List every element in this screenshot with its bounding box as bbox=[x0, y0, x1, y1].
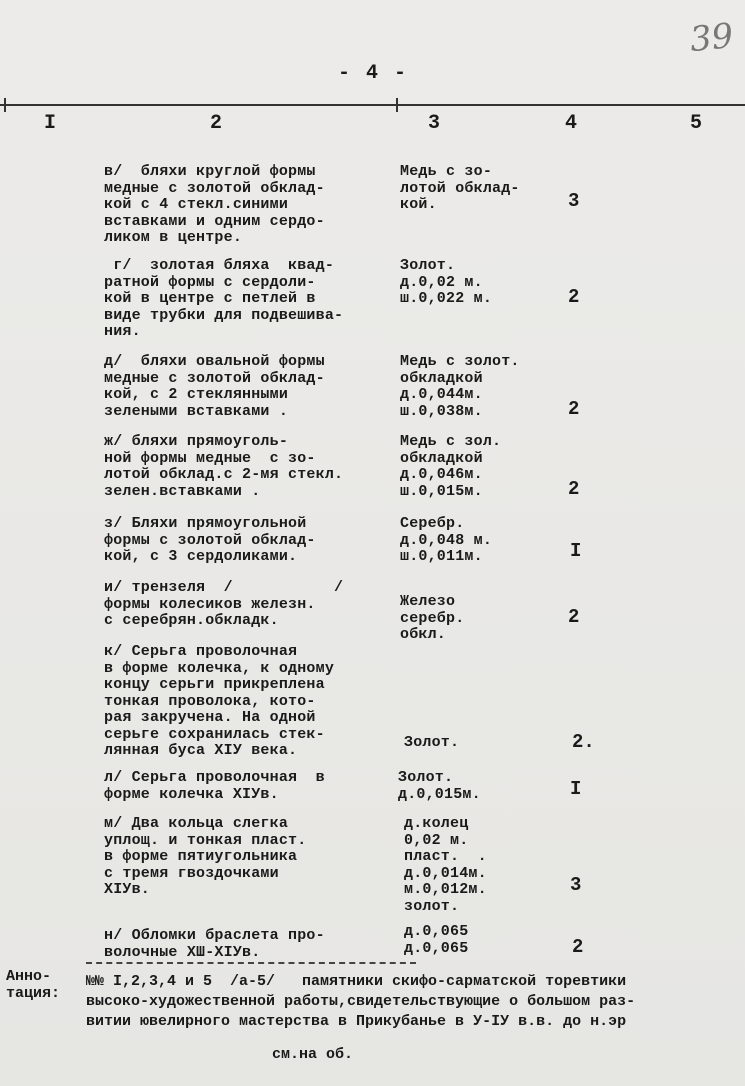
entry-description: ж/ бляхи прямоуголь- ной формы медные с зо- лотой обклад.с 2-мя стекл. зелен.вставками . bbox=[104, 433, 344, 500]
entry-description: м/ Два кольца слегка уплощ. и тонкая пласт. в форме пятиугольника с тремя гвоздочками XIУв. bbox=[104, 815, 307, 898]
entry-material: Золот. bbox=[404, 734, 460, 751]
entry-quantity: I bbox=[570, 540, 582, 562]
footer-note: см.на об. bbox=[272, 1046, 354, 1063]
entry-quantity: 2 bbox=[568, 606, 580, 628]
annotation-label: Анно- тация: bbox=[6, 968, 61, 1002]
entry-material: д.колец 0,02 м. пласт. . д.0,014м. м.0,012м. золот. bbox=[404, 815, 487, 915]
column-divider bbox=[4, 98, 6, 112]
annotation-text: №№ I,2,3,4 и 5 /а-5/ памятники скифо-сарматской торевтики высоко-художественной работы,свидетельствующие о большом раз- витии ювелирного мастерства в Прикубанье в У-IУ в.в. до н.эр bbox=[86, 973, 636, 1030]
entry-material: д.0,065 д.0,065 bbox=[404, 923, 469, 957]
entry-material: Медь с золот. обкладкой д.0,044м. ш.0,038м. bbox=[400, 353, 520, 420]
page-number: - 4 - bbox=[338, 62, 409, 85]
entry-description: н/ Обломки браслета про- волочные ХШ-XIУв. bbox=[104, 927, 325, 961]
entry-description: з/ Бляхи прямоугольной формы с золотой обклад- кой, с 3 сердоликами. bbox=[104, 515, 316, 565]
handwritten-page-number: 39 bbox=[688, 15, 736, 61]
entry-material: Железо серебр. обкл. bbox=[400, 593, 465, 643]
column-header-2: 2 bbox=[210, 112, 223, 135]
entry-quantity: 2 bbox=[572, 936, 584, 958]
entry-quantity: 2 bbox=[568, 478, 580, 500]
entry-material: Золот. д.0,015м. bbox=[398, 769, 481, 803]
column-header-5: 5 bbox=[690, 112, 703, 135]
entry-material: Серебр. д.0,048 м. ш.0,011м. bbox=[400, 515, 493, 565]
column-header-3: 3 bbox=[428, 112, 441, 135]
entry-quantity: 2. bbox=[572, 731, 595, 753]
entry-material: Медь с зо- лотой обклад- кой. bbox=[400, 163, 520, 213]
entry-quantity: 2 bbox=[568, 398, 580, 420]
entry-quantity: 3 bbox=[570, 874, 582, 896]
column-header-1: I bbox=[44, 112, 57, 135]
entry-description: и/ трензеля / / формы колесиков железн. с серебрян.обкладк. bbox=[104, 579, 344, 629]
entry-description: к/ Серьга проволочная в форме колечка, к одному концу серьги прикреплена тонкая проволока, кото- рая закручена. На одной серьге сохранилась стек- лянная буса XIУ века. bbox=[104, 643, 335, 759]
entry-material: Медь с зол. обкладкой д.0,046м. ш.0,015м. bbox=[400, 433, 502, 500]
entry-quantity: 2 bbox=[568, 286, 580, 308]
entry-material: Золот. д.0,02 м. ш.0,022 м. bbox=[400, 257, 493, 307]
column-header-4: 4 bbox=[565, 112, 578, 135]
entry-description: д/ бляхи овальной формы медные с золотой обклад- кой, с 2 стеклянными зелеными вставками . bbox=[104, 353, 325, 420]
separator-dashes bbox=[86, 962, 416, 966]
entry-quantity: I bbox=[570, 778, 582, 800]
entry-description: г/ золотая бляха квад- ратной формы с сердоли- кой в центре с петлей в виде трубки для подвешива- ния. bbox=[104, 257, 344, 340]
entry-description: в/ бляхи круглой формы медные с золотой обклад- кой с 4 стекл.синими вставками и одним сердо- ликом в центре. bbox=[104, 163, 325, 246]
entry-quantity: 3 bbox=[568, 190, 580, 212]
entry-description: л/ Серьга проволочная в форме колечка XIУв. bbox=[104, 769, 325, 803]
